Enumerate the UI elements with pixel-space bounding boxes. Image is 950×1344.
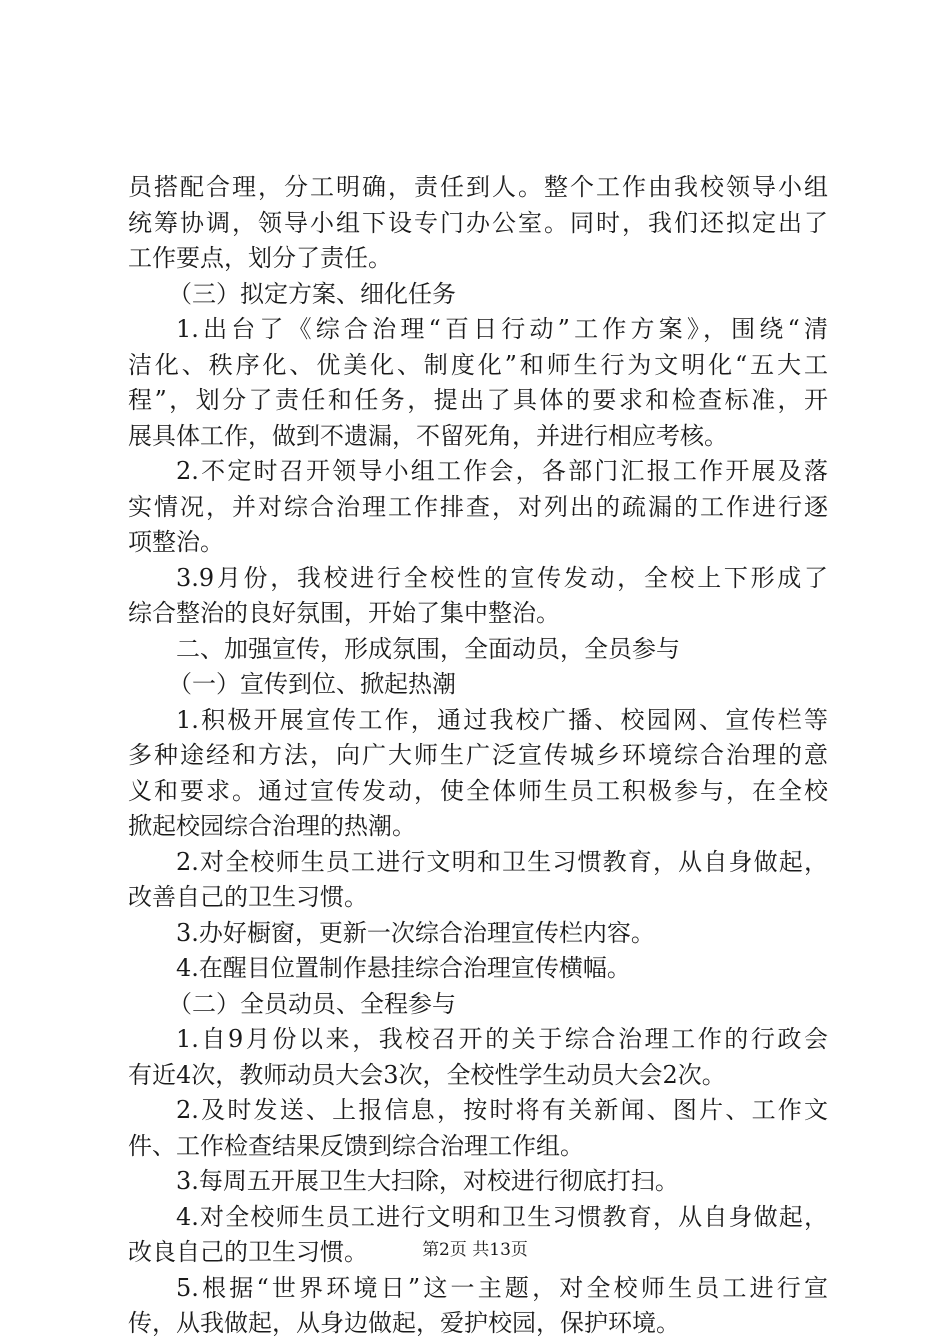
text-line: 3.9月份，我校进行全校性的宣传发动，全校上下形成了 — [176, 563, 828, 592]
text-line: 项整治。 — [128, 528, 224, 556]
text-line: 传，从我做起，从身边做起，爱护校园，保护环境。 — [128, 1309, 680, 1337]
text-line: 4.在醒目位置制作悬挂综合治理宣传横幅。 — [176, 954, 631, 982]
page-footer: 第2页 共13页 — [422, 1240, 528, 1260]
text-line: （一）宣传到位、掀起热潮 — [168, 670, 456, 698]
text-line: 5.根据“世界环境日”这一主题，对全校师生员工进行宣 — [176, 1273, 828, 1302]
text-line: 程”，划分了责任和任务，提出了具体的要求和检查标准，开 — [128, 386, 828, 414]
text-line: 3.每周五开展卫生大扫除，对校进行彻底打扫。 — [176, 1167, 679, 1195]
text-line: 义和要求。通过宣传发动，使全体师生员工积极参与，在全校 — [128, 776, 828, 805]
text-line: 4.对全校师生员工进行文明和卫生习惯教育，从自身做起， — [176, 1202, 828, 1231]
text-line: 多种途经和方法，向广大师生广泛宣传城乡环境综合治理的意 — [128, 741, 828, 769]
text-line: 统筹协调，领导小组下设专门办公室。同时，我们还拟定出了 — [128, 208, 828, 237]
text-line: （三）拟定方案、细化任务 — [168, 279, 456, 308]
text-line: 2.不定时召开领导小组工作会，各部门汇报工作开展及落 — [176, 457, 828, 485]
text-line: 3.办好橱窗，更新一次综合治理宣传栏内容。 — [176, 918, 655, 947]
text-line: 掀起校园综合治理的热潮。 — [128, 812, 416, 840]
text-line: 二、加强宣传，形成氛围，全面动员，全员参与 — [176, 634, 680, 663]
text-line: 1.积极开展宣传工作，通过我校广播、校园网、宣传栏等 — [176, 705, 828, 734]
body-text — [128, 170, 828, 1342]
text-line: 改良自己的卫生习惯。 — [128, 1238, 368, 1266]
text-line: 1.自9月份以来，我校召开的关于综合治理工作的行政会 — [176, 1025, 828, 1053]
text-line: 2.对全校师生员工进行文明和卫生习惯教育，从自身做起， — [176, 847, 828, 876]
text-line: 展具体工作，做到不遗漏，不留死角，并进行相应考核。 — [128, 421, 728, 450]
text-line: 有近4次，教师动员大会3次，全校性学生动员大会2次。 — [128, 1060, 726, 1089]
text-line: （二）全员动员、全程参与 — [168, 989, 456, 1018]
text-line: 综合整治的良好氛围，开始了集中整治。 — [128, 599, 560, 627]
text-line: 件、工作检查结果反馈到综合治理工作组。 — [128, 1131, 584, 1160]
text-line: 改善自己的卫生习惯。 — [128, 883, 368, 911]
text-line: 洁化、秩序化、优美化、制度化”和师生行为文明化“五大工 — [128, 350, 828, 379]
text-line: 员搭配合理，分工明确，责任到人。整个工作由我校领导小组 — [128, 173, 828, 201]
text-line: 工作要点，划分了责任。 — [128, 244, 392, 272]
text-line: 实情况，并对综合治理工作排查，对列出的疏漏的工作进行逐 — [128, 492, 828, 521]
text-line: 1.出台了《综合治理“百日行动”工作方案》，围绕“清 — [176, 315, 828, 343]
text-line: 2.及时发送、上报信息，按时将有关新闻、图片、工作文 — [176, 1096, 828, 1124]
